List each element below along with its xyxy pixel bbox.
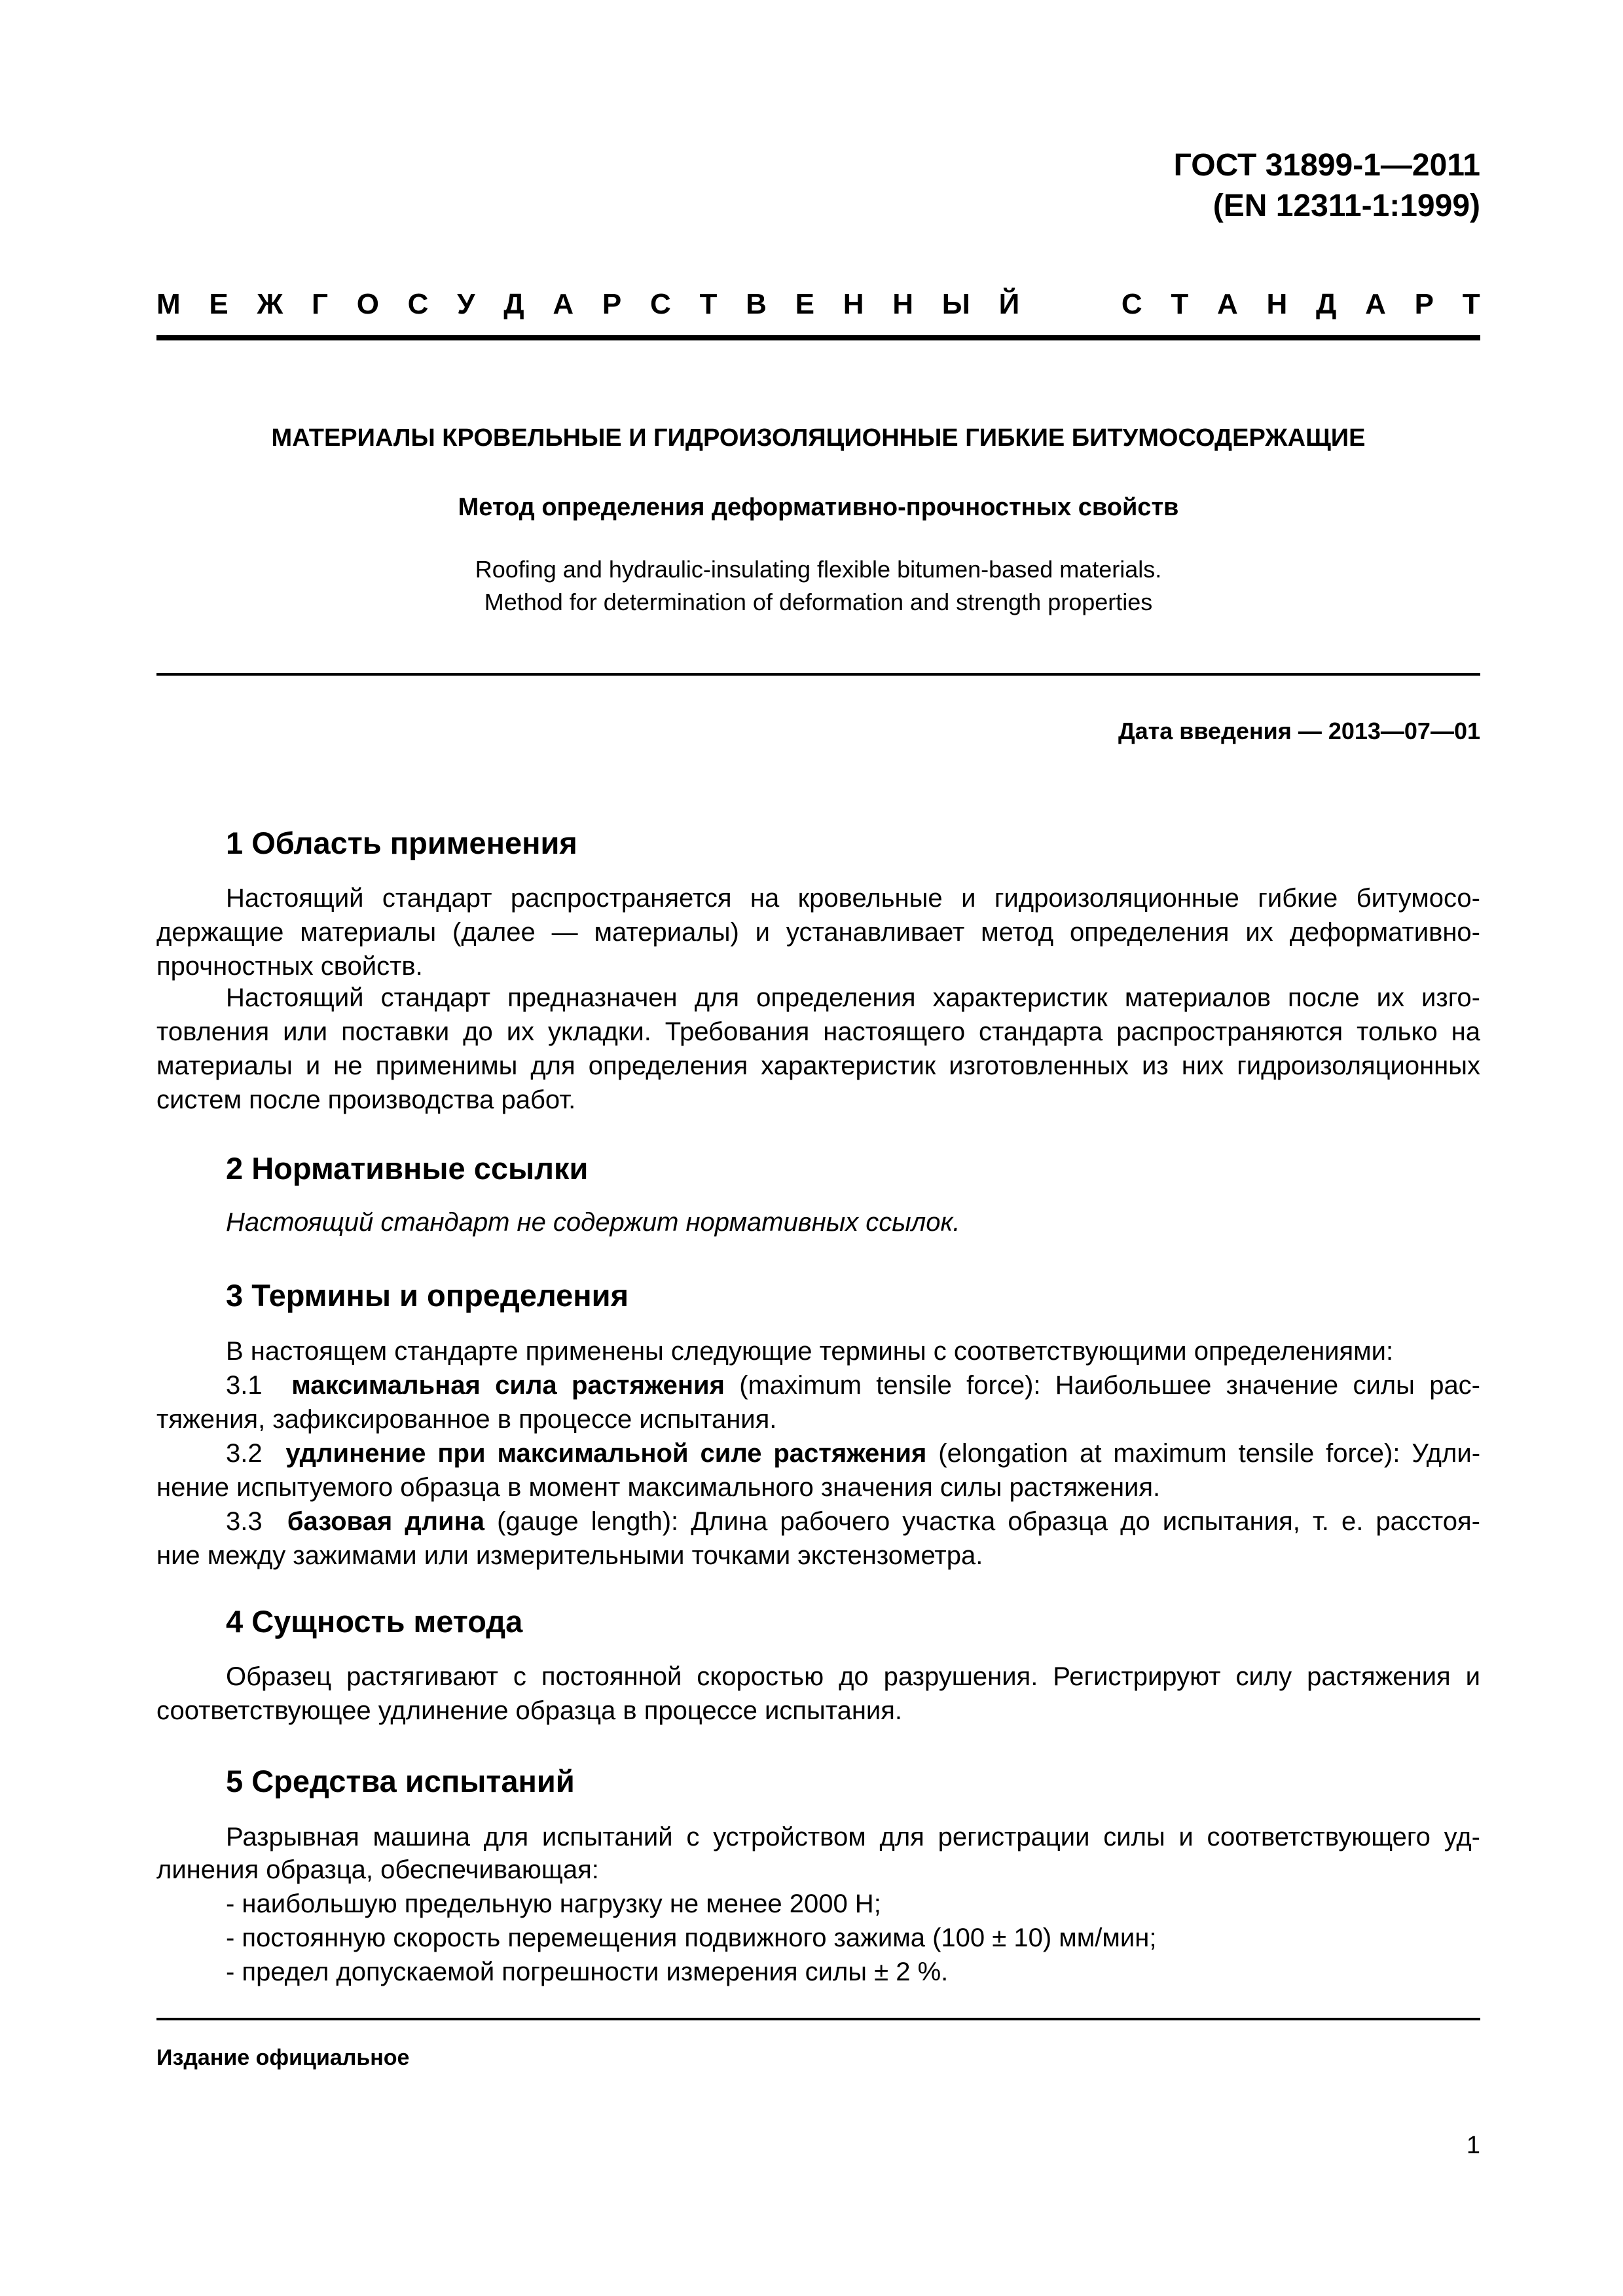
standard-type-letter bbox=[1048, 288, 1056, 321]
introduction-date: Дата введения — 2013—07—01 bbox=[1118, 718, 1480, 744]
term-name: максимальная сила растяжения bbox=[291, 1371, 725, 1400]
standard-type-letter: Р bbox=[602, 288, 622, 320]
list-item: - предел допускаемой погрешности измерения силы ± 2 %. bbox=[226, 1958, 949, 1986]
standard-type-letter: С bbox=[649, 288, 671, 320]
standard-type-letter: Т bbox=[1171, 288, 1189, 320]
standard-type-letter: С bbox=[1121, 288, 1142, 320]
text-line: систем после производства работ. bbox=[156, 1085, 576, 1114]
section-2-heading: 2 Нормативные ссылки bbox=[226, 1151, 589, 1186]
standard-type-letter: Д bbox=[1316, 288, 1337, 320]
section-4-heading: 4 Сущность метода bbox=[226, 1604, 523, 1639]
header-rule bbox=[156, 335, 1480, 340]
term-3-1: 3.1 максимальная сила растяжения (maximum tensile force): Наибольшее значение силы рас- bbox=[226, 1371, 1481, 1400]
list-item: - наибольшую предельную нагрузку не менее 2000 Н; bbox=[226, 1889, 881, 1918]
standard-type bbox=[156, 288, 1480, 321]
text-line: товления или поставки до их укладки. Требования настоящего стандарта распространяются только на bbox=[156, 1017, 1480, 1046]
text-line: Разрывная машина для испытаний с устройством для регистрации силы и соответствующего уд- bbox=[226, 1823, 1480, 1851]
page-number: 1 bbox=[1466, 2132, 1480, 2159]
standard-type-letter: Н bbox=[892, 288, 914, 320]
section-1-heading: 1 Область применения bbox=[226, 826, 577, 860]
standard-type-gap bbox=[1085, 288, 1093, 321]
english-title-line: Method for determination of deformation and strength properties bbox=[484, 589, 1153, 615]
english-title bbox=[156, 553, 1480, 619]
standard-type-letter: О bbox=[356, 288, 379, 320]
standard-type-letter: Н bbox=[1266, 288, 1288, 320]
text-line: соответствующее удлинение образца в процессе испытания. bbox=[156, 1696, 903, 1725]
document-designation bbox=[1174, 145, 1480, 227]
text-line: Настоящий стандарт предназначен для определения характеристик материалов после их изго- bbox=[226, 983, 1480, 1012]
term-name: удлинение при максимальной силе растяжения bbox=[285, 1439, 927, 1468]
text-line: нение испытуемого образца в момент максимального значения силы растяжения. bbox=[156, 1473, 1161, 1502]
document-title: МАТЕРИАЛЫ КРОВЕЛЬНЫЕ И ГИДРОИЗОЛЯЦИОННЫЕ ГИБКИЕ БИТУМОСОДЕРЖАЩИЕ bbox=[271, 424, 1366, 452]
standard-type-letter: М bbox=[156, 288, 181, 320]
standard-type-letter: Е bbox=[209, 288, 228, 320]
standard-type-letter: Й bbox=[998, 288, 1020, 320]
text-line: линения образца, обеспечивающая: bbox=[156, 1855, 599, 1884]
standard-type-letter: Е bbox=[795, 288, 814, 320]
english-title-line: Roofing and hydraulic-insulating flexible bitumen-based materials. bbox=[475, 556, 1162, 583]
document-subtitle: Метод определения деформативно-прочностных свойств bbox=[458, 494, 1179, 521]
standard-type-letter: У bbox=[457, 288, 475, 320]
standard-type-letter: Ж bbox=[257, 288, 283, 320]
standard-type-letter: Р bbox=[1414, 288, 1434, 320]
text-line: материалы и не применимы для определения характеристик изготовленных из них гидроизоляционных bbox=[156, 1051, 1480, 1080]
standard-type-letter: В bbox=[746, 288, 767, 320]
text-line: Образец растягивают с постоянной скоростью до разрушения. Регистрируют силу растяжения и bbox=[226, 1662, 1480, 1691]
text-line: держащие материалы (далее — материалы) и устанавливает метод определения их деформативно- bbox=[156, 918, 1480, 947]
standard-type-letter: Н bbox=[843, 288, 864, 320]
standard-type-letter: Т bbox=[1462, 288, 1480, 320]
standard-type-letter: А bbox=[1217, 288, 1238, 320]
text-line: Настоящий стандарт не содержит нормативных ссылок. bbox=[226, 1208, 960, 1237]
term-3-2: 3.2 удлинение при максимальной силе растяжения (elongation at maximum tensile force): Удли- bbox=[226, 1439, 1481, 1468]
gost-number: ГОСТ 31899-1—2011 bbox=[1173, 148, 1480, 183]
standard-type-letter: А bbox=[553, 288, 574, 320]
text-line: В настоящем стандарте применены следующие термины с соответствующими определениями: bbox=[226, 1337, 1394, 1366]
standard-type-letter: Г bbox=[312, 288, 328, 320]
standard-type-letter: Д bbox=[503, 288, 524, 320]
official-edition-label: Издание официальное bbox=[156, 2045, 410, 2070]
text-line: Настоящий стандарт распространяется на кровельные и гидроизоляционные гибкие битумосо- bbox=[226, 884, 1480, 913]
section-3-heading: 3 Термины и определения bbox=[226, 1278, 629, 1313]
title-rule bbox=[156, 673, 1480, 676]
footer-rule bbox=[156, 2018, 1480, 2020]
standard-type-letter: А bbox=[1365, 288, 1386, 320]
en-number: (EN 12311-1:1999) bbox=[1213, 189, 1480, 223]
list-item: - постоянную скорость перемещения подвижного зажима (100 ± 10) мм/мин; bbox=[226, 1923, 1157, 1952]
text-line: тяжения, зафиксированное в процессе испытания. bbox=[156, 1405, 777, 1434]
standard-type-letter: Т bbox=[699, 288, 718, 320]
text-line: прочностных свойств. bbox=[156, 952, 423, 981]
standard-type-letter: С bbox=[407, 288, 429, 320]
section-5-heading: 5 Средства испытаний bbox=[226, 1764, 575, 1798]
term-3-3: 3.3 базовая длина (gauge length): Длина рабочего участка образца до испытания, т. е. расстоя- bbox=[226, 1507, 1480, 1536]
text-line: ние между зажимами или измерительными точками экстензометра. bbox=[156, 1541, 983, 1570]
term-name: базовая длина bbox=[287, 1507, 485, 1536]
standard-type-letter: Ы bbox=[941, 288, 970, 320]
